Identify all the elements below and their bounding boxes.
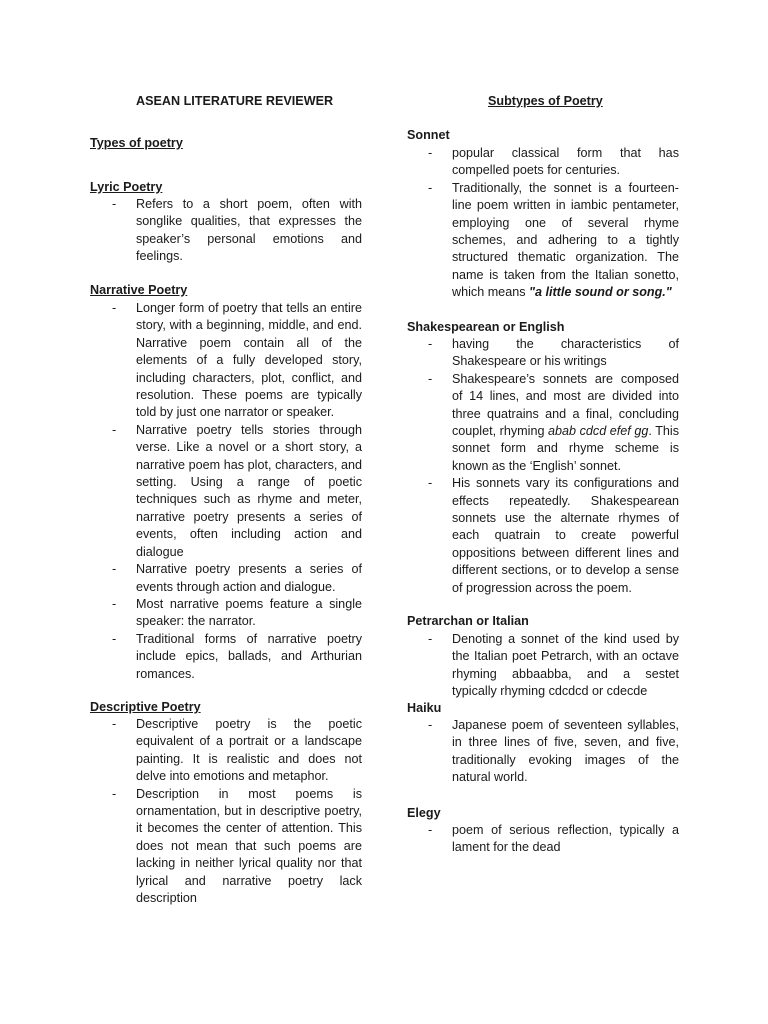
haiku-heading: Haiku [407, 701, 442, 715]
narrative-poetry-list [90, 300, 362, 683]
petrarchan-heading: Petrarchan or Italian [407, 614, 529, 628]
list-item: - poem of serious reflection, typically a lament for the dead [407, 822, 679, 857]
sonnet-meaning-quote: "a little sound or song." [529, 285, 672, 300]
petrarchan-list [407, 631, 679, 701]
dash-bullet: - [112, 631, 117, 646]
types-of-poetry-heading: Types of poetry [90, 136, 183, 150]
dash-bullet: - [428, 146, 433, 160]
list-item: - Longer form of poetry that tells an entire story, with a beginning, middle, and end. Narrative poem contain all of the elements of a fully developed story, including characters, plot, conflict, and resolution. These poems are typically told by just one narrator or speaker. [90, 300, 362, 422]
dash-bullet: - [428, 632, 433, 646]
subtypes-heading: Subtypes of Poetry [488, 94, 603, 108]
dash-bullet: - [428, 371, 433, 386]
list-item: - having the characteristics of Shakespeare or his writings [407, 336, 679, 371]
descriptive-poetry-heading: Descriptive Poetry [90, 700, 201, 714]
list-item: - Narrative poetry presents a series of events through action and dialogue. [90, 561, 362, 596]
list-item: - Most narrative poems feature a single speaker: the narrator. [90, 596, 362, 631]
sonnet-heading: Sonnet [407, 128, 450, 142]
dash-bullet: - [428, 476, 433, 491]
dash-bullet: - [428, 718, 433, 732]
dash-bullet: - [112, 717, 117, 731]
list-item: - Denoting a sonnet of the kind used by the Italian poet Petrarch, with an octave rhyming abbaabba, and a sestet typically rhyming cdcdcd or cdecde [407, 631, 679, 701]
dash-bullet: - [112, 596, 117, 611]
haiku-list [407, 717, 679, 787]
dash-bullet: - [428, 823, 433, 837]
dash-bullet: - [112, 422, 117, 437]
lyric-poetry-list [90, 196, 362, 266]
list-item: - Japanese poem of seventeen syllables, in three lines of five, seven, and five, traditionally evoking images of the natural world. [407, 717, 679, 787]
sonnet-list [407, 145, 679, 302]
list-item: - Narrative poetry tells stories through verse. Like a novel or a short story, a narrative poem has plot, characters, and setting. Using a range of poetic techniques such as rhyme and meter, narrative poetry presents a series of events, often including action and dialogue [90, 422, 362, 561]
elegy-heading: Elegy [407, 806, 441, 820]
list-item: - Descriptive poetry is the poetic equivalent of a portrait or a landscape painting. It is realistic and does not delve into emotions and metaphor. [90, 716, 362, 786]
lyric-poetry-heading: Lyric Poetry [90, 180, 163, 194]
rhyme-scheme: abab cdcd efef gg [548, 424, 649, 439]
dash-bullet: - [112, 562, 117, 577]
list-item: - His sonnets vary its configurations and effects repeatedly. Shakespearean sonnets use the alternate rhymes of each quatrain to create powerful oppositions between different lines and different sections, or to develop a sense of progression across the poem. [407, 475, 679, 597]
shakespearean-list [407, 336, 679, 597]
dash-bullet: - [112, 197, 117, 211]
list-item: - popular classical form that has compelled poets for centuries. [407, 145, 679, 180]
dash-bullet: - [112, 301, 117, 315]
narrative-poetry-heading: Narrative Poetry [90, 283, 188, 297]
shakespearean-heading: Shakespearean or English [407, 320, 565, 334]
dash-bullet: - [428, 180, 433, 195]
dash-bullet: - [112, 786, 117, 801]
list-item: - Shakespeare’s sonnets are composed of 14 lines, and most are divided into three quatrains and a final, concluding couplet, rhyming abab cdcd efef gg. This sonnet form and rhyme scheme is known as the ‘English’ sonnet. [407, 371, 679, 475]
dash-bullet: - [428, 337, 433, 351]
list-item: - Traditional forms of narrative poetry include epics, ballads, and Arthurian romances. [90, 631, 362, 683]
list-item: - Traditionally, the sonnet is a fourteen-line poem written in iambic pentameter, employing one of several rhyme schemes, and adhering to a tightly structured thematic organization. The name is taken from the Italian sonetto, which means "a little sound or song." [407, 180, 679, 302]
list-item: - Description in most poems is ornamentation, but in descriptive poetry, it becomes the center of attention. This does not mean that such poems are lacking in neither lyrical quality nor that lyrical and narrative poetry lack description [90, 786, 362, 908]
list-item: - Refers to a short poem, often with songlike qualities, that expresses the speaker’s personal emotions and feelings. [90, 196, 362, 266]
descriptive-poetry-list [90, 716, 362, 907]
elegy-list [407, 822, 679, 857]
document-title: ASEAN LITERATURE REVIEWER [136, 94, 334, 108]
